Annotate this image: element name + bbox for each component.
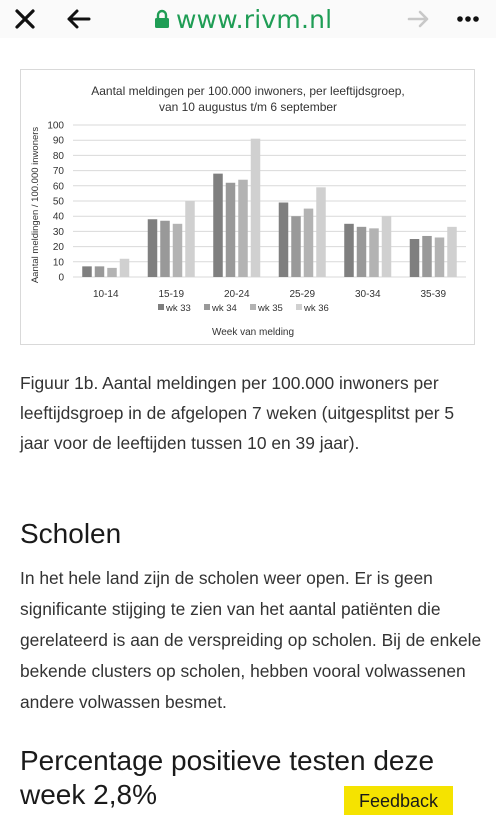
bar-25-29-wk36 — [316, 187, 326, 277]
bar-35-39-wk33 — [410, 239, 420, 277]
bar-15-19-wk35 — [173, 224, 183, 277]
bar-30-34-wk35 — [369, 228, 379, 277]
bar-20-24-wk34 — [226, 183, 236, 277]
bar-25-29-wk34 — [291, 216, 301, 277]
x-tick-label: 25-29 — [289, 289, 316, 300]
arrow-right-icon[interactable] — [404, 3, 434, 35]
y-tick-label: 10 — [52, 257, 64, 269]
url-text: www.rivm.nl — [176, 4, 333, 34]
bar-chart — [21, 70, 476, 346]
arrow-left-icon[interactable] — [62, 3, 94, 35]
bar-30-34-wk36 — [382, 216, 392, 277]
chart-subtitle: van 10 augustus t/m 6 september — [158, 100, 338, 114]
section-body-scholen: In het hele land zijn de scholen weer open. Er is geen significante stijging te zien van het aantal patiënten die gerelateerd is aan de verspreiding op scholen. Bij de enkele bekende clusters op scholen, hebben vooral volwassenen andere volwassen besmet. — [20, 568, 482, 712]
legend-label: wk 35 — [258, 303, 283, 314]
bar-25-29-wk33 — [279, 203, 289, 277]
bar-30-34-wk33 — [344, 224, 354, 277]
x-tick-label: 35-39 — [420, 289, 447, 300]
bar-20-24-wk36 — [251, 139, 261, 277]
bar-25-29-wk35 — [304, 209, 314, 277]
bar-35-39-wk34 — [422, 236, 432, 277]
y-tick-label: 100 — [47, 120, 64, 132]
lock-icon — [154, 9, 170, 29]
y-tick-label: 70 — [52, 166, 64, 178]
legend-swatch — [296, 304, 302, 310]
bar-35-39-wk36 — [447, 227, 457, 277]
y-tick-label: 90 — [52, 135, 64, 147]
x-tick-label: 30-34 — [354, 289, 381, 300]
bar-10-14-wk34 — [95, 266, 105, 277]
close-icon[interactable] — [10, 3, 40, 35]
x-tick-label: 20-24 — [223, 289, 250, 300]
chart-figure — [20, 69, 475, 345]
y-axis-label: Aantal meldingen / 100.000 inwoners — [30, 126, 41, 284]
bar-15-19-wk34 — [160, 221, 170, 277]
feedback-button[interactable]: Feedback — [344, 786, 453, 815]
section-title-percentage: Percentage positieve testen deze week 2,8% — [20, 745, 435, 810]
chart-title: Aantal meldingen per 100.000 inwoners, per leeftijdsgroep, — [91, 84, 405, 98]
bar-10-14-wk35 — [107, 268, 117, 277]
legend-swatch — [204, 304, 210, 310]
bar-20-24-wk35 — [238, 180, 248, 277]
legend-label: wk 36 — [304, 303, 329, 314]
x-tick-label: 15-19 — [158, 289, 185, 300]
y-tick-label: 80 — [52, 150, 64, 162]
y-tick-label: 40 — [52, 211, 64, 223]
legend-label: wk 33 — [166, 303, 191, 314]
bar-20-24-wk33 — [213, 174, 223, 277]
y-tick-label: 60 — [52, 181, 64, 193]
x-axis-label: Week van melding — [211, 327, 295, 338]
figure-caption: Figuur 1b. Aantal meldingen per 100.000 inwoners per leeftijdsgroep in de afgelopen 7 weken (uitgesplitst per 5 jaar voor de leeftijden tussen 10 en 39 jaar). — [20, 373, 455, 453]
section-title-scholen: Scholen — [20, 518, 122, 549]
bar-15-19-wk36 — [185, 201, 195, 277]
bar-30-34-wk34 — [357, 227, 367, 277]
bar-35-39-wk35 — [435, 237, 445, 277]
legend-label: wk 34 — [212, 303, 237, 314]
y-tick-label: 20 — [52, 242, 64, 254]
address-bar[interactable] — [154, 2, 332, 36]
legend-swatch — [158, 304, 164, 310]
legend-swatch — [250, 304, 256, 310]
y-tick-label: 0 — [58, 272, 64, 284]
bar-15-19-wk33 — [148, 219, 158, 277]
bar-10-14-wk33 — [82, 266, 92, 277]
more-vertical-icon[interactable] — [450, 3, 486, 35]
x-tick-label: 10-14 — [92, 289, 119, 300]
browser-toolbar — [0, 0, 496, 38]
y-tick-label: 50 — [52, 196, 64, 208]
y-tick-label: 30 — [52, 226, 64, 238]
bar-10-14-wk36 — [120, 259, 130, 277]
